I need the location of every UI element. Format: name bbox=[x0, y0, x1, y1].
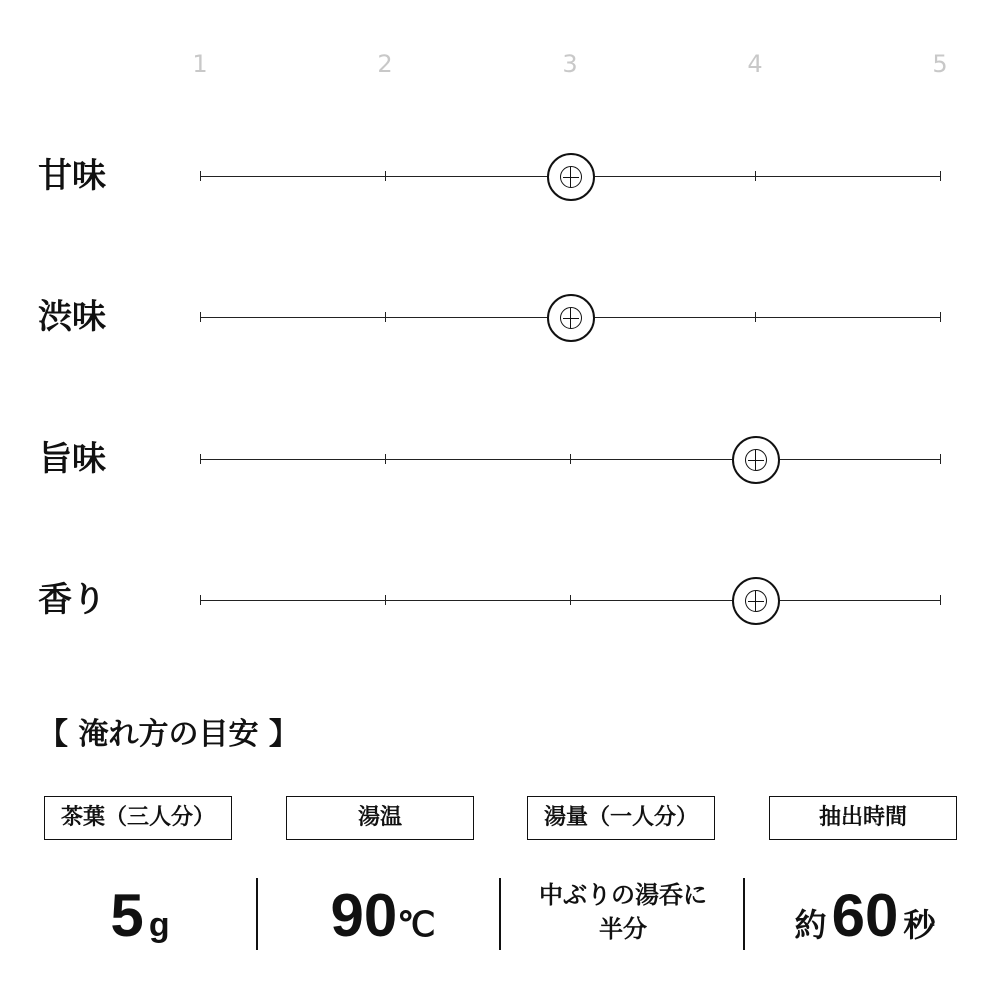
tea-leaves-unit: g bbox=[148, 906, 170, 944]
steep-time-suffix: 秒 bbox=[903, 906, 936, 944]
scale-tick-2 bbox=[385, 454, 386, 464]
steep-time-prefix: 約 bbox=[794, 906, 827, 944]
scale-number-2: 2 bbox=[377, 50, 393, 78]
marker-cross-h bbox=[563, 177, 579, 178]
scale-tick-3 bbox=[570, 454, 571, 464]
scale-tick-3 bbox=[570, 595, 571, 605]
scale-number-3: 3 bbox=[562, 50, 578, 78]
header-water-amount: 湯量（一人分） bbox=[527, 796, 715, 840]
row-label-astringency: 渋味 bbox=[38, 297, 106, 337]
header-water-temp: 湯温 bbox=[286, 796, 474, 840]
row-label-aroma: 香り bbox=[38, 580, 106, 620]
marker-cross-h bbox=[748, 601, 764, 602]
value-water-amount bbox=[508, 878, 738, 946]
value-water-temp bbox=[268, 876, 498, 956]
rating-marker bbox=[547, 153, 595, 201]
rating-marker bbox=[732, 577, 780, 625]
value-tea-leaves bbox=[25, 876, 255, 956]
scale-number-5: 5 bbox=[932, 50, 948, 78]
water-temp-unit: ℃ bbox=[397, 906, 436, 944]
row-label-umami: 旨味 bbox=[38, 439, 106, 479]
scale-tick-1 bbox=[200, 312, 201, 322]
divider bbox=[499, 878, 501, 950]
scale-tick-1 bbox=[200, 595, 201, 605]
rating-marker bbox=[547, 294, 595, 342]
scale-number-1: 1 bbox=[192, 50, 208, 78]
scale-tick-4 bbox=[755, 312, 756, 322]
scale-tick-4 bbox=[755, 171, 756, 181]
rating-marker bbox=[732, 436, 780, 484]
row-label-sweetness: 甘味 bbox=[38, 156, 106, 196]
scale-number-4: 4 bbox=[747, 50, 763, 78]
divider bbox=[256, 878, 258, 950]
scale-tick-2 bbox=[385, 595, 386, 605]
header-steep-time: 抽出時間 bbox=[769, 796, 957, 840]
brewing-guide-title: 【 淹れ方の目安 】 bbox=[38, 717, 299, 752]
scale-tick-5 bbox=[940, 454, 941, 464]
water-temp-amount: 90 bbox=[330, 882, 398, 949]
scale-tick-5 bbox=[940, 312, 941, 322]
water-amount-line2: 半分 bbox=[599, 915, 647, 943]
marker-cross-h bbox=[748, 460, 764, 461]
scale-tick-5 bbox=[940, 595, 941, 605]
scale-tick-2 bbox=[385, 171, 386, 181]
scale-tick-5 bbox=[940, 171, 941, 181]
marker-cross-h bbox=[563, 318, 579, 319]
header-tea-leaves: 茶葉（三人分） bbox=[44, 796, 232, 840]
steep-time-amount: 60 bbox=[831, 882, 899, 949]
water-amount-line1: 中ぶりの湯呑に bbox=[539, 881, 707, 909]
tea-leaves-amount: 5 bbox=[110, 882, 144, 949]
scale-tick-1 bbox=[200, 171, 201, 181]
scale-tick-1 bbox=[200, 454, 201, 464]
scale-tick-2 bbox=[385, 312, 386, 322]
divider bbox=[743, 878, 745, 950]
value-steep-time bbox=[750, 876, 980, 956]
